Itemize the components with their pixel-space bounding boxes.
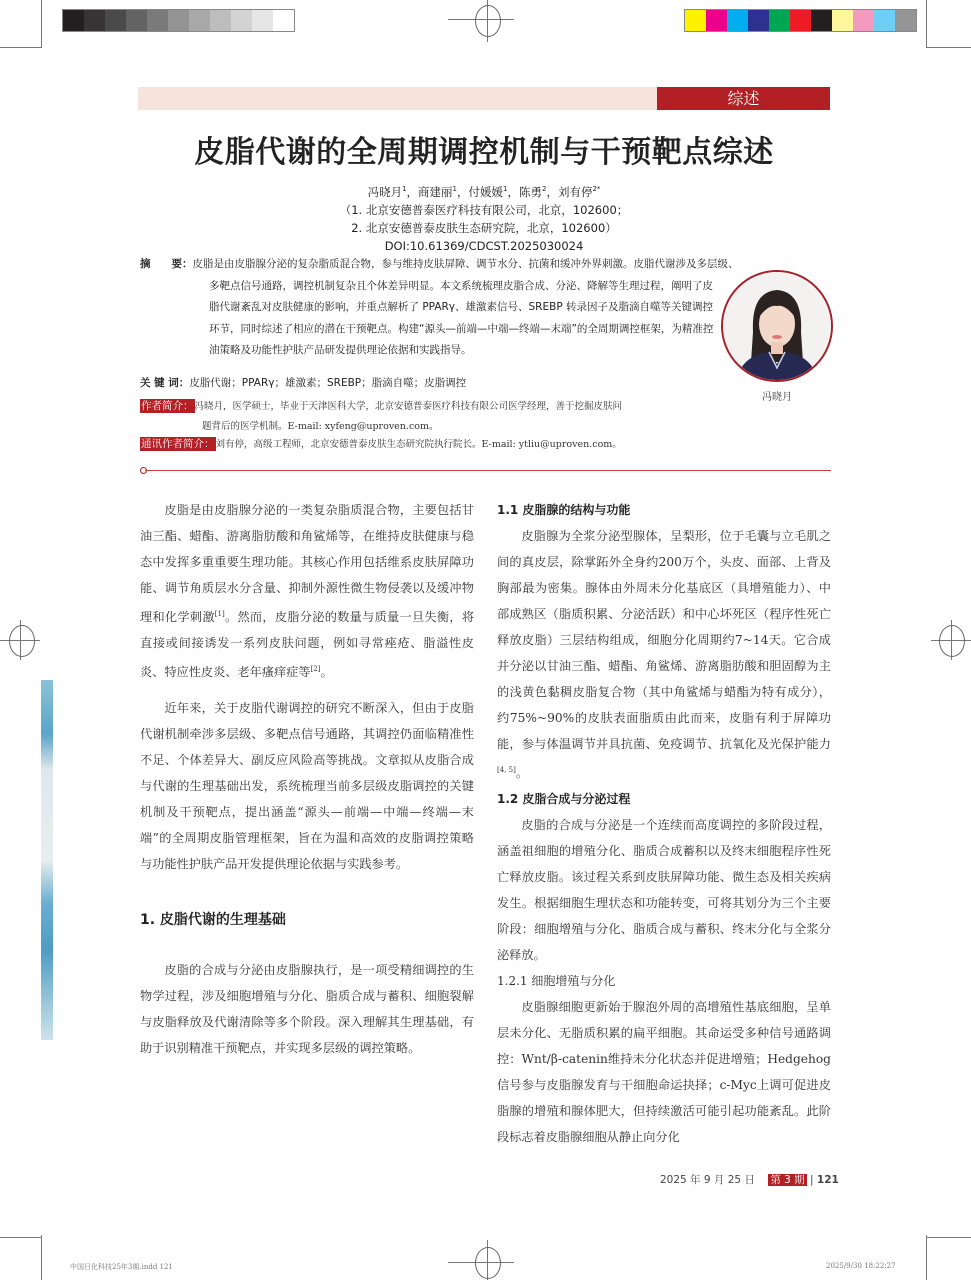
affiliation-1: （1. 北京安德普泰医疗科技有限公司，北京，102600； bbox=[339, 202, 629, 217]
photo-caption: 冯晓月 bbox=[762, 392, 792, 403]
body-right-column bbox=[497, 497, 831, 1150]
publication-date: 2025 年 9 月 25 日 bbox=[660, 1174, 755, 1186]
keywords bbox=[140, 375, 466, 390]
section-heading-1: 1. 皮脂代谢的生理基础 bbox=[140, 912, 286, 929]
color-swatch bbox=[853, 10, 874, 31]
color-swatch bbox=[727, 10, 748, 31]
crop-mark bbox=[41, 1235, 42, 1280]
author-affiliation-mark: 2* bbox=[592, 185, 601, 193]
crop-mark bbox=[0, 1237, 42, 1238]
decorative-side-strip bbox=[41, 680, 53, 1040]
portrait-icon bbox=[723, 272, 831, 380]
color-swatch bbox=[874, 10, 895, 31]
paragraph-text: 皮脂腺为全浆分泌型腺体，呈梨形，位于毛囊与立毛肌之间的真皮层，除掌跖外全身约200万个，头皮、面部、上背及胸部最为密集。腺体由外周未分化基底区（具增殖能力）、中部成熟区（脂质积累、分泌活跃）和中心坏死区（程序性死亡释放皮脂）三层结构组成，细胞分化周期约7~14天。它合成并分泌以甘油三酯、蜡酯、角鲨烯、游离脂肪酸和胆固醇为主的浅黄色黏稠皮脂复合物（其中角鲨烯与蜡酯为特有成分），约75%~90%的皮肤表面脂质由此而来，皮脂有利于屏障功能，参与体温调节并具抗菌、免疫调节、抗氧化及光保护能力 bbox=[497, 529, 831, 751]
crop-mark bbox=[926, 47, 971, 48]
abstract-text-line1: 皮脂是由皮脂腺分泌的复杂脂质混合物，参与维持皮肤屏障、调节水分、抗菌和缓冲外界刺激。皮脂代谢涉及多层级、 bbox=[192, 258, 739, 270]
subsection-heading-1-2: 1.2 皮脂合成与分泌过程 bbox=[497, 792, 631, 807]
page-number: 121 bbox=[816, 1174, 839, 1186]
color-swatch bbox=[685, 10, 706, 31]
color-swatch bbox=[769, 10, 790, 31]
print-slug-file: 中国日化科技25年3期.indd 121 bbox=[70, 1263, 173, 1271]
registration-mark-circle bbox=[475, 1247, 501, 1279]
citation: [4, 5] bbox=[497, 766, 516, 774]
subsection-heading-1-2-1: 1.2.1 细胞增殖与分化 bbox=[497, 974, 616, 989]
issue-badge: 第 3 期 bbox=[770, 1174, 805, 1186]
paragraph-text: 。 bbox=[320, 665, 333, 680]
paragraph: 近年来，关于皮脂代谢调控的研究不断深入，但由于皮脂代谢机制牵涉多层级、多靶点信号通路，其调控仍面临精准性不足、个体差异大、副反应风险高等挑战。文章拟从皮脂合成与代谢的生理基础出发，系统梳理当前多层级皮脂调控的关键机制及干预靶点，提出涵盖“源头—前端—中端—终端—末端”的全周期皮脂管理框架，旨在为温和高效的皮脂调控策略与功能性护肤产品开发提供理论依据与实践参考。 bbox=[140, 701, 474, 872]
process-color-bar bbox=[684, 9, 917, 32]
abstract-label: 摘 要： bbox=[140, 258, 193, 270]
paragraph: 皮脂的合成与分泌是一个连续而高度调控的多阶段过程，涵盖祖细胞的增殖分化、脂质合成蓄积以及终末细胞程序性死亡释放皮脂。该过程关系到皮肤屏障功能、微生态及相关疾病发生。根据细胞生理状态和功能转变，可将其划分为三个主要阶段：细胞增殖与分化、脂质合成与蓄积、终末分化与全浆分泌释放。 bbox=[497, 818, 831, 963]
author-affiliation-mark: 1 bbox=[503, 185, 508, 193]
author-affiliation-mark: 2 bbox=[541, 185, 547, 193]
citation: [2] bbox=[310, 665, 321, 674]
author-bio-label: 作者简介： bbox=[141, 400, 194, 412]
color-swatch bbox=[84, 10, 105, 31]
corresponding-author-bio bbox=[140, 436, 830, 451]
citation: [1] bbox=[214, 610, 225, 618]
abstract-text: 多靶点信号通路，调控机制复杂且个体差异明显。本文系统梳理皮脂合成、分泌、降解等生理过程，阐明了皮脂代谢紊乱对皮肤健康的影响，并重点解析了 PPARγ、雄激素信号、SREBP 转录因子及脂滴自噬等关键调控环节，同时综述了相应的潜在干预靶点。构建“源头—前端—中端—终端—末端”的全周期调控框架，为精准控油策略及功能性护肤产品研发提供理论依据和实践指导。 bbox=[209, 279, 714, 356]
color-swatch bbox=[105, 10, 126, 31]
author-name: 陈勇 bbox=[518, 184, 542, 199]
color-swatch bbox=[895, 10, 916, 31]
subsection-heading-1-1: 1.1 皮脂腺的结构与功能 bbox=[497, 503, 631, 517]
crop-mark bbox=[41, 0, 42, 48]
paragraph-text: 。然而，皮脂分泌的数量与质量一旦失衡，将直接或间接诱发一系列皮肤问题，例如寻常痤疮、脂溢性皮炎、特应性皮炎、老年瘙痒症等 bbox=[140, 610, 475, 680]
keywords-label: 关 键 词： bbox=[140, 377, 190, 389]
author-affiliation-mark: 1 bbox=[452, 185, 458, 193]
doi: DOI:10.61369/CDCST.2025030024 bbox=[384, 238, 584, 253]
paragraph: 皮脂的合成与分泌由皮脂腺执行，是一项受精细调控的生物学过程，涉及细胞增殖与分化、脂质合成与蓄积、细胞裂解与皮脂释放及代谢清除等多个阶段。深入理解其生理基础，有助于识别精准干预靶点，并实现多层级的调控策略。 bbox=[140, 963, 474, 1056]
paragraph bbox=[140, 497, 474, 685]
author-bio-text: 冯晓月，医学硕士，毕业于天津医科大学，北京安德普泰医疗科技有限公司医学经理，善于挖掘皮肤问 bbox=[194, 401, 623, 412]
paragraph bbox=[497, 523, 831, 786]
article-title: 皮脂代谢的全周期调控机制与干预靶点综述 bbox=[194, 135, 774, 170]
color-swatch bbox=[706, 10, 727, 31]
color-swatch bbox=[748, 10, 769, 31]
author-list: 冯晓月$^1$，商建丽$^1$，付媛媛$^1$，陈勇$^2$，刘有停$^{2*}$ bbox=[367, 184, 601, 199]
color-swatch bbox=[273, 10, 294, 31]
author-block bbox=[138, 180, 830, 255]
color-swatch bbox=[147, 10, 168, 31]
crop-mark bbox=[926, 1235, 927, 1280]
registration-mark-circle bbox=[475, 5, 501, 37]
color-swatch bbox=[126, 10, 147, 31]
author-bio bbox=[140, 396, 710, 437]
print-slug-timestamp: 2025/9/30 18:22:27 bbox=[826, 1262, 896, 1270]
color-swatch bbox=[832, 10, 853, 31]
crop-mark bbox=[0, 47, 42, 48]
crop-mark bbox=[926, 0, 927, 48]
color-swatch bbox=[231, 10, 252, 31]
author-name: 冯晓月 bbox=[367, 184, 403, 199]
keywords-text: 皮脂代谢；PPARγ；雄激素；SREBP；脂滴自噬；皮脂调控 bbox=[189, 377, 467, 389]
grayscale-color-bar bbox=[62, 9, 295, 32]
author-bio-text-cont: 题背后的医学机制。E-mail: xyfeng@uproven.com。 bbox=[202, 421, 439, 432]
crop-mark bbox=[926, 1237, 971, 1238]
author-name: 刘有停 bbox=[557, 184, 593, 199]
section-divider bbox=[145, 470, 831, 471]
color-swatch bbox=[252, 10, 273, 31]
paragraph: 皮脂腺细胞更新始于腺泡外周的高增殖性基底细胞，呈单层未分化、无脂质积累的扁平细胞。其命运受多种信号通路调控：Wnt/β-catenin维持未分化状态并促进增殖；Hedgehog信号参与皮脂腺发育与干细胞命运抉择；c-Myc上调可促进皮脂腺的增殖和腺体肥大，但持续激活可能引起功能紊乱。此阶段标志着皮脂腺细胞从静止向分化 bbox=[497, 1000, 831, 1145]
author-name: 商建丽 bbox=[418, 184, 453, 199]
body-left-column bbox=[140, 497, 474, 1061]
paragraph-text: 皮脂是由皮脂腺分泌的一类复杂脂质混合物，主要包括甘油三酯、蜡酯、游离脂肪酸和角鲨烯等，在维持皮肤健康与稳态中发挥多重重要生理功能。其核心作用包括维系皮肤屏障功能、调节角质层水分含量、抑制外源性微生物侵袭以及缓冲物理和化学刺激 bbox=[140, 503, 474, 625]
color-swatch bbox=[210, 10, 231, 31]
registration-mark-circle bbox=[939, 625, 965, 657]
affiliation-2: 2. 北京安德普泰皮肤生态研究院，北京，102600） bbox=[351, 220, 617, 235]
corresponding-author-text: 刘有停，高级工程师，北京安德普泰皮肤生态研究院执行院长。E-mail: ytliu@uproven.com。 bbox=[215, 439, 622, 450]
color-swatch bbox=[168, 10, 189, 31]
footer-separator: | bbox=[810, 1174, 814, 1186]
registration-mark-circle bbox=[9, 625, 35, 657]
color-swatch bbox=[63, 10, 84, 31]
color-swatch bbox=[189, 10, 210, 31]
color-swatch bbox=[790, 10, 811, 31]
section-tag: 综述 bbox=[657, 87, 830, 110]
author-photo bbox=[721, 270, 833, 382]
author-affiliation-mark: 1 bbox=[402, 185, 407, 193]
color-swatch bbox=[811, 10, 832, 31]
author-name: 付媛媛 bbox=[468, 184, 504, 199]
paragraph-text: 。 bbox=[515, 766, 529, 781]
page-footer bbox=[660, 1172, 839, 1187]
abstract-first-line bbox=[140, 254, 835, 276]
corresponding-author-label: 通讯作者简介： bbox=[141, 438, 215, 450]
